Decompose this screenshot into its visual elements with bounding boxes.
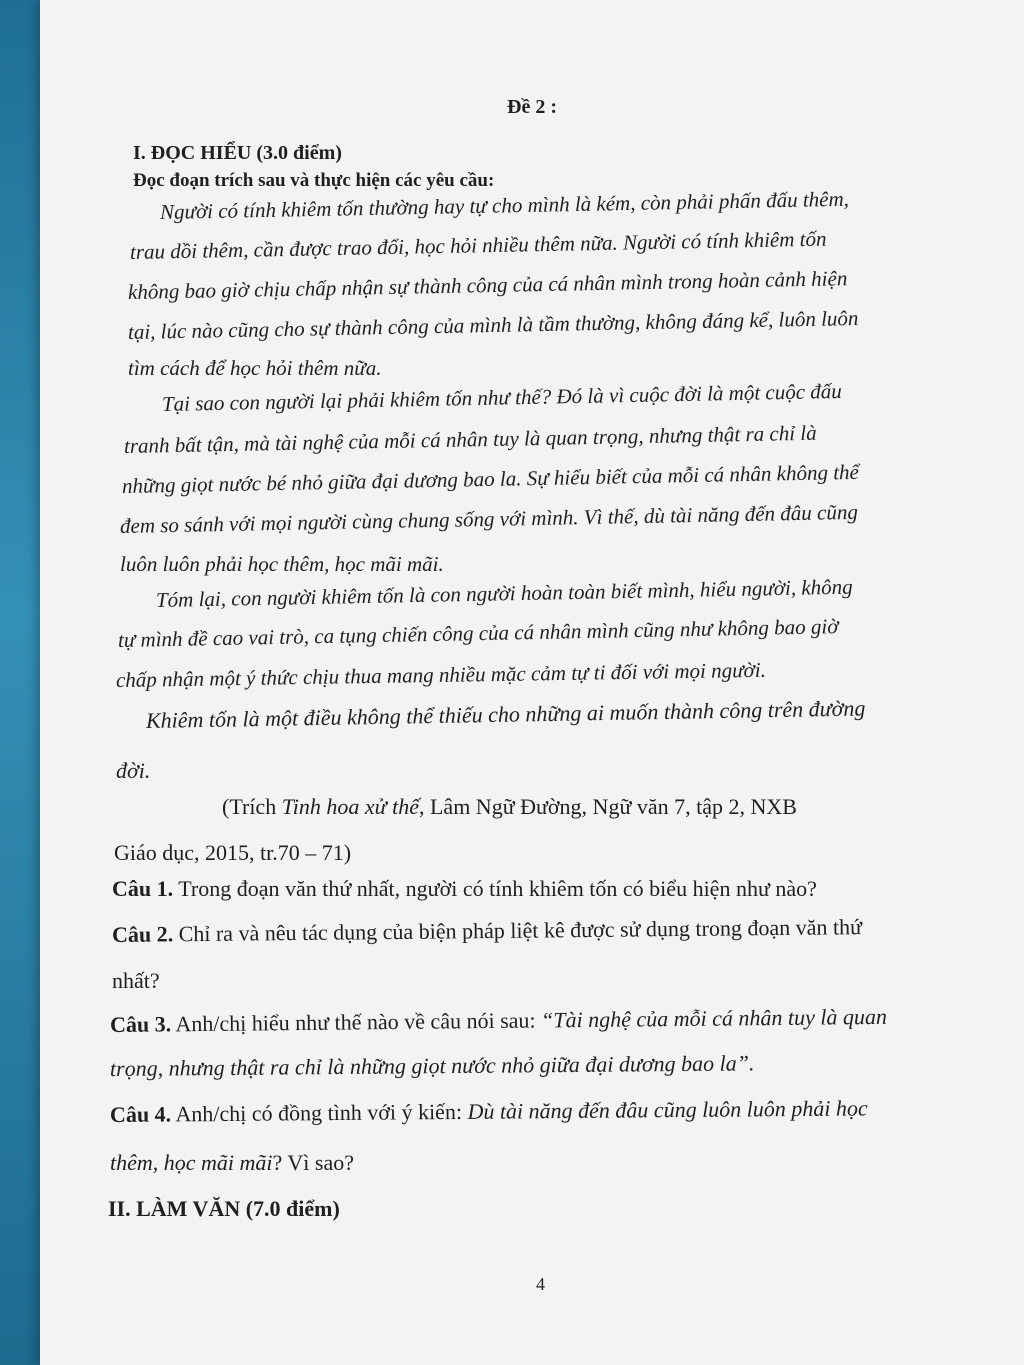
question-4: Câu 4. Anh/chị có đồng tình với ý kiến: Dù tài năng đến đâu cũng luôn luôn phải học — [109, 1095, 868, 1127]
question-label: Câu 3. — [109, 1011, 172, 1037]
passage-line: tranh bất tận, mà tài nghệ của mỗi cá nhân tuy là quan trọng, nhưng thật ra chỉ là — [123, 420, 817, 458]
passage-line: tìm cách để học hỏi thêm nữa. — [128, 356, 382, 380]
passage-line: Tóm lại, con người khiêm tốn là con người hoàn toàn biết mình, hiểu người, không — [155, 574, 853, 612]
passage-line: Người có tính khiêm tốn thường hay tự cho mình là kém, còn phải phấn đấu thêm, — [159, 186, 850, 224]
passage-line: tự mình đề cao vai trò, ca tụng chiến công của cá nhân mình cũng như không bao giờ — [117, 614, 839, 652]
page-number: 4 — [536, 1274, 545, 1294]
question-2-continued: nhất? — [112, 968, 160, 993]
passage-line: không bao giờ chịu chấp nhận sự thành công của cá nhân mình trong hoàn cảnh hiện — [127, 266, 848, 304]
question-label: Câu 2. — [111, 921, 174, 947]
passage-line: tại, lúc nào cũng cho sự thành công của mình là tầm thường, không đáng kể, luôn luôn — [127, 305, 859, 344]
question-1: Câu 1. Trong đoạn văn thứ nhất, người có tính khiêm tốn có biểu hiện như nào? — [112, 876, 817, 901]
question-3: Câu 3. Anh/chị hiểu như thế nào về câu nói sau: “Tài nghệ của mỗi cá nhân tuy là quan — [109, 1003, 888, 1037]
citation-line-2: Giáo dục, 2015, tr.70 – 71) — [114, 840, 352, 865]
citation-line: (Trích Tinh hoa xử thế, Lâm Ngữ Đường, Ngữ văn 7, tập 2, NXB — [222, 794, 797, 819]
section1-heading: I. ĐỌC HIỂU (3.0 điểm) — [133, 142, 342, 164]
question-2: Câu 2. Chỉ ra và nêu tác dụng của biện pháp liệt kê được sử dụng trong đoạn văn thứ — [111, 914, 863, 947]
passage-line: Khiêm tốn là một điều không thể thiếu cho những ai muốn thành công trên đường — [145, 695, 866, 733]
exam-page — [40, 0, 1024, 1365]
citation-book-title: Tinh hoa xử thế — [281, 794, 419, 819]
exam-title: Đề 2 : — [507, 96, 557, 118]
passage-line: chấp nhận một ý thức chịu thua mang nhiều mặc cảm tự ti đối với mọi người. — [115, 657, 767, 692]
question-label: Câu 4. — [109, 1101, 172, 1127]
passage-line: đem so sánh với mọi người cùng chung sống với mình. Vì thế, dù tài năng đến đâu cũng — [119, 499, 859, 538]
passage-line: trau dồi thêm, cần được trao đổi, học hỏi nhiều thêm nữa. Người có tính khiêm tốn — [129, 226, 827, 264]
question-4-continued: thêm, học mãi mãi? Vì sao? — [110, 1150, 354, 1175]
instruction: Đọc đoạn trích sau và thực hiện các yêu cầu: — [133, 170, 495, 191]
passage-line: luôn luôn phải học thêm, học mãi mãi. — [120, 552, 444, 576]
question-label: Câu 1. — [112, 876, 174, 901]
passage-line: những giọt nước bé nhỏ giữa đại dương bao la. Sự hiểu biết của mỗi cá nhân không thể — [121, 459, 860, 498]
passage-line: đời. — [116, 758, 151, 783]
question-3-continued: trọng, nhưng thật ra chỉ là những giọt nước nhỏ giữa đại dương bao la”. — [109, 1050, 755, 1081]
passage-line: Tại sao con người lại phải khiêm tốn như thế? Đó là vì cuộc đời là một cuộc đấu — [161, 378, 843, 416]
section2-heading: II. LÀM VĂN (7.0 điểm) — [108, 1196, 340, 1221]
